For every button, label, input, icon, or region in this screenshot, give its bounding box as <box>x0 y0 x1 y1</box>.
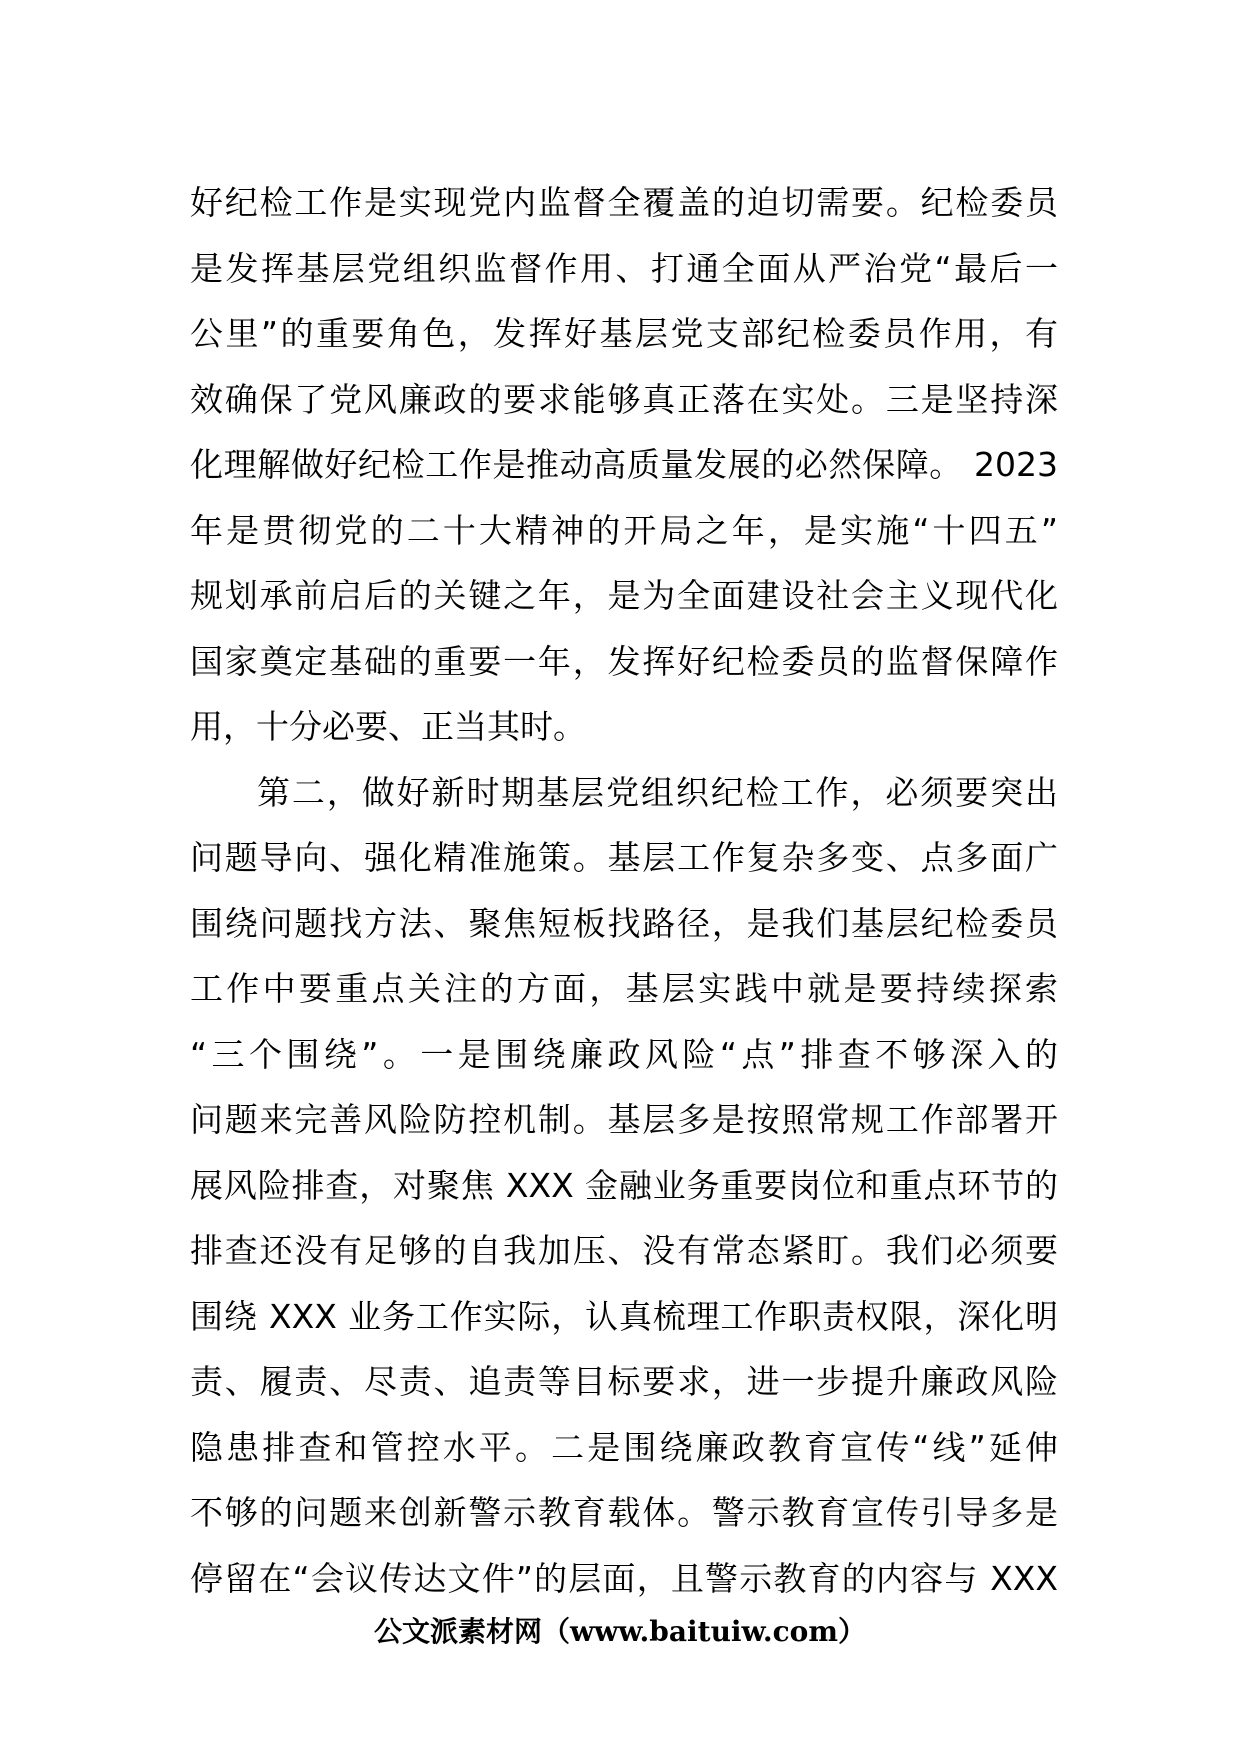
text-line: 隐患排查和管控水平。二是围绕廉政教育宣传“线”延伸 <box>190 1427 1058 1467</box>
text-line: 年是贯彻党的二十大精神的开局之年，是实施“十四五” <box>190 510 1058 550</box>
page-footer: 公文派素材网（www.baituiw.com） <box>374 1615 866 1648</box>
text-line: 围绕问题找方法、聚焦短板找路径，是我们基层纪检委员 <box>190 903 1058 943</box>
text-line: 好纪检工作是实现党内监督全覆盖的迫切需要。纪检委员 <box>190 183 1058 222</box>
text-line: 效确保了党风廉政的要求能够真正落在实处。三是坚持深 <box>190 379 1058 419</box>
text-line: 工作中要重点关注的方面，基层实践中就是要持续探索 <box>190 969 1058 1008</box>
text-line: 责、履责、尽责、追责等目标要求，进一步提升廉政风险 <box>190 1362 1058 1401</box>
text-line: “三个围绕”。一是围绕廉政风险“点”排查不够深入的 <box>190 1034 1058 1074</box>
text-line: 公里”的重要角色，发挥好基层党支部纪检委员作用，有 <box>190 314 1058 353</box>
text-line: 停留在“会议传达文件”的层面，且警示教育的内容与 XXX <box>190 1558 1058 1598</box>
text-line: 化理解做好纪检工作是推动高质量发展的必然保障。 2023 <box>190 445 1058 484</box>
text-line: 围绕 XXX 业务工作实际，认真梳理工作职责权限，深化明 <box>190 1296 1058 1336</box>
text-line: 问题导向、强化精准施策。基层工作复杂多变、点多面广 <box>190 838 1058 877</box>
body-text <box>190 170 1058 1611</box>
text-line: 排查还没有足够的自我加压、没有常态紧盯。我们必须要 <box>190 1231 1058 1270</box>
text-line: 不够的问题来创新警示教育载体。警示教育宣传引导多是 <box>190 1493 1058 1532</box>
text-line: 规划承前启后的关键之年，是为全面建设社会主义现代化 <box>190 576 1058 615</box>
paragraph-end-line: 用，十分必要、正当其时。 <box>190 707 586 746</box>
text-line: 是发挥基层党组织监督作用、打通全面从严治党“最后一 <box>190 248 1058 288</box>
text-line: 展风险排查，对聚焦 XXX 金融业务重要岗位和重点环节的 <box>190 1165 1058 1205</box>
text-line: 问题来完善风险防控机制。基层多是按照常规工作部署开 <box>190 1100 1058 1139</box>
paragraph-start-line: 第二，做好新时期基层党组织纪检工作，必须要突出 <box>257 772 1058 812</box>
text-line: 国家奠定基础的重要一年，发挥好纪检委员的监督保障作 <box>190 641 1058 681</box>
